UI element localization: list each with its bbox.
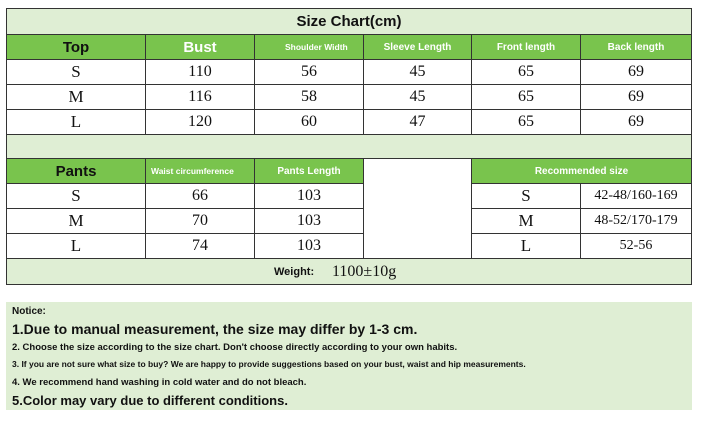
pants-length-header: Pants Length — [255, 159, 364, 184]
pants-m-waist: 70 — [146, 209, 255, 234]
pants-s-waist: 66 — [146, 184, 255, 209]
top-m-bust: 116 — [146, 85, 255, 110]
pants-s-length: 103 — [255, 184, 364, 209]
rec-size-l: L — [472, 234, 581, 259]
top-m-sleeve: 45 — [364, 85, 472, 110]
top-s-bust: 110 — [146, 60, 255, 85]
top-l-bust: 120 — [146, 110, 255, 135]
chart-title: Size Chart(cm) — [6, 8, 692, 35]
rec-s-range: 42-48/160-169 — [581, 184, 692, 209]
recommended-size-header: Recommended size — [472, 159, 692, 184]
weight-value: 1100±10g — [332, 263, 397, 280]
top-m-front: 65 — [472, 85, 581, 110]
size-chart — [6, 8, 692, 285]
top-header-label: Top — [6, 35, 146, 60]
top-m-shoulder: 58 — [255, 85, 364, 110]
pants-l-length: 103 — [255, 234, 364, 259]
front-length-header: Front length — [472, 35, 581, 60]
shoulder-width-header: Shoulder Width — [255, 35, 364, 60]
pants-l-waist: 74 — [146, 234, 255, 259]
notice-item-2: 2. Choose the size according to the size chart. Don't choose directly according to your own habits. — [12, 342, 458, 353]
top-l-front: 65 — [472, 110, 581, 135]
rec-l-range: 52-56 — [581, 234, 692, 259]
top-size-s: S — [6, 60, 146, 85]
notice-item-4: 4. We recommend hand washing in cold water and do not bleach. — [12, 377, 307, 388]
pants-size-m: M — [6, 209, 146, 234]
top-s-back: 69 — [581, 60, 692, 85]
notice-title: Notice: — [12, 306, 46, 317]
top-l-back: 69 — [581, 110, 692, 135]
pants-m-length: 103 — [255, 209, 364, 234]
notice-item-1: 1.Due to manual measurement, the size may differ by 1-3 cm. — [12, 321, 418, 337]
top-l-sleeve: 47 — [364, 110, 472, 135]
back-length-header: Back length — [581, 35, 692, 60]
waist-header: Waist circumference — [146, 159, 255, 184]
rec-size-s: S — [472, 184, 581, 209]
weight-label: Weight: — [274, 266, 315, 278]
sleeve-length-header: Sleeve Length — [364, 35, 472, 60]
top-l-shoulder: 60 — [255, 110, 364, 135]
rec-m-range: 48-52/170-179 — [581, 209, 692, 234]
notice-panel — [6, 302, 692, 410]
bust-header: Bust — [146, 35, 255, 60]
top-s-front: 65 — [472, 60, 581, 85]
top-s-shoulder: 56 — [255, 60, 364, 85]
pants-header-label: Pants — [6, 159, 146, 184]
rec-size-m: M — [472, 209, 581, 234]
notice-item-5: 5.Color may vary due to different conditions. — [12, 393, 288, 408]
top-size-l: L — [6, 110, 146, 135]
spacer-row — [6, 135, 692, 159]
pants-size-l: L — [6, 234, 146, 259]
top-s-sleeve: 45 — [364, 60, 472, 85]
top-size-m: M — [6, 85, 146, 110]
notice-item-3: 3. If you are not sure what size to buy? We are happy to provide suggestions based on your bust, waist and hip measurements. — [12, 359, 526, 369]
pants-size-s: S — [6, 184, 146, 209]
top-m-back: 69 — [581, 85, 692, 110]
blank-block — [364, 159, 472, 259]
